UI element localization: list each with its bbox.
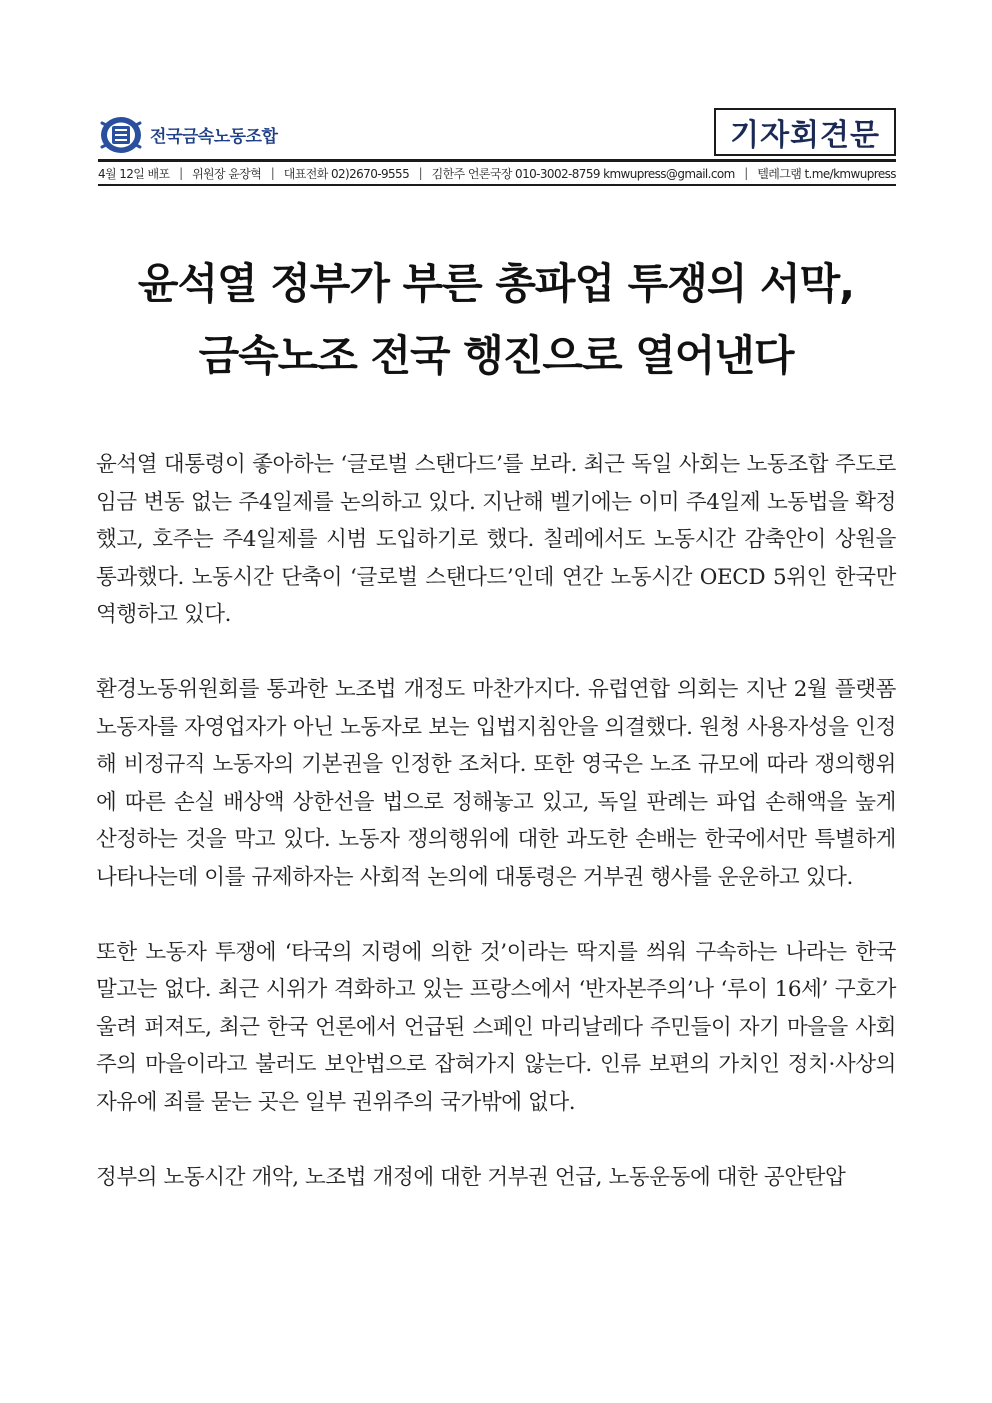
release-date: 4월 12일 배포 — [98, 166, 170, 181]
union-name: 전국금속노동조합 — [150, 126, 278, 147]
contact-bar — [98, 163, 896, 183]
document-type-badge — [714, 108, 896, 156]
body-paragraph-4: 정부의 노동시간 개악, 노조법 개정에 대한 거부권 언급, 노동운동에 대한 공안탄압 — [96, 1164, 846, 1190]
body-paragraph-3: 또한 노동자 투쟁에 ‘타국의 지령에 의한 것’이라는 딱지를 씌워 구속하는 나라는 한국 말고는 없다. 최근 시위가 격화하고 있는 프랑스에서 ‘반자본주의’나 ‘루이 16세’ 구호가 울려 퍼져도, 최근 한국 언론에서 언급된 스페인 마리날레다 주민들이 자기 마을을 사회주의 마을이라고 불러도 보안법으로 잡혀가지 않는다. 인류 보편의 가치인 정치·사상의 자유에 죄를 묻는 곳은 일부 권위주의 국가밖에 없다. — [96, 939, 896, 1115]
contact-separator: | — [179, 166, 183, 180]
statement-body — [96, 446, 896, 1196]
header-rule-top — [98, 159, 896, 162]
title-line-1: 윤석열 정부가 부른 총파업 투쟁의 서막, — [137, 259, 855, 308]
header-rule-bottom — [98, 184, 896, 186]
body-paragraph-2: 환경노동위원회를 통과한 노조법 개정도 마찬가지다. 유럽연합 의회는 지난 2월 플랫폼 노동자를 자영업자가 아닌 노동자로 보는 입법지침안을 의결했다. 원청 사용자성을 인정해 비정규직 노동자의 기본권을 인정한 조처다. 또한 영국은 노조 규모에 따라 쟁의행위에 따른 손실 배상액 상한선을 법으로 정해놓고 있고, 독일 판례는 파업 손해액을 높게 산정하는 것을 막고 있다. 노동자 쟁의행위에 대한 과도한 손배는 한국에서만 특별하게 나타나는데 이를 규제하자는 사회적 논의에 대통령은 거부권 행사를 운운하고 있다. — [96, 677, 896, 890]
contact-separator: | — [744, 166, 748, 180]
union-emblem-icon — [98, 113, 144, 155]
contact-separator: | — [270, 166, 275, 180]
press-officer-contact: 김한주 언론국장 010-3002-8759 kmwupress@gmail.com — [431, 166, 735, 181]
union-logo — [98, 112, 277, 156]
title-line-2: 금속노조 전국 행진으로 열어낸다 — [198, 331, 794, 380]
chair-name: 위원장 윤장혁 — [192, 166, 262, 181]
telegram-link: 텔레그램 t.me/kmwupress — [757, 166, 896, 181]
body-paragraph-1: 윤석열 대통령이 좋아하는 ‘글로벌 스탠다드’를 보라. 최근 독일 사회는 노동조합 주도로 임금 변동 없는 주4일제를 논의하고 있다. 지난해 벨기에는 이미 주4일제 노동법을 확정했고, 호주는 주4일제를 시범 도입하기로 했다. 칠레에서도 노동시간 감축안이 상원을 통과했다. 노동시간 단축이 ‘글로벌 스탠다드’인데 연간 노동시간 OECD 5위인 한국만 역행하고 있다. — [96, 452, 896, 627]
statement-title — [60, 248, 932, 392]
main-phone: 대표전화 02)2670-9555 — [283, 166, 410, 181]
document-type-label: 기자회견문 — [730, 118, 880, 153]
document-header — [98, 108, 896, 158]
contact-separator: | — [418, 166, 423, 180]
